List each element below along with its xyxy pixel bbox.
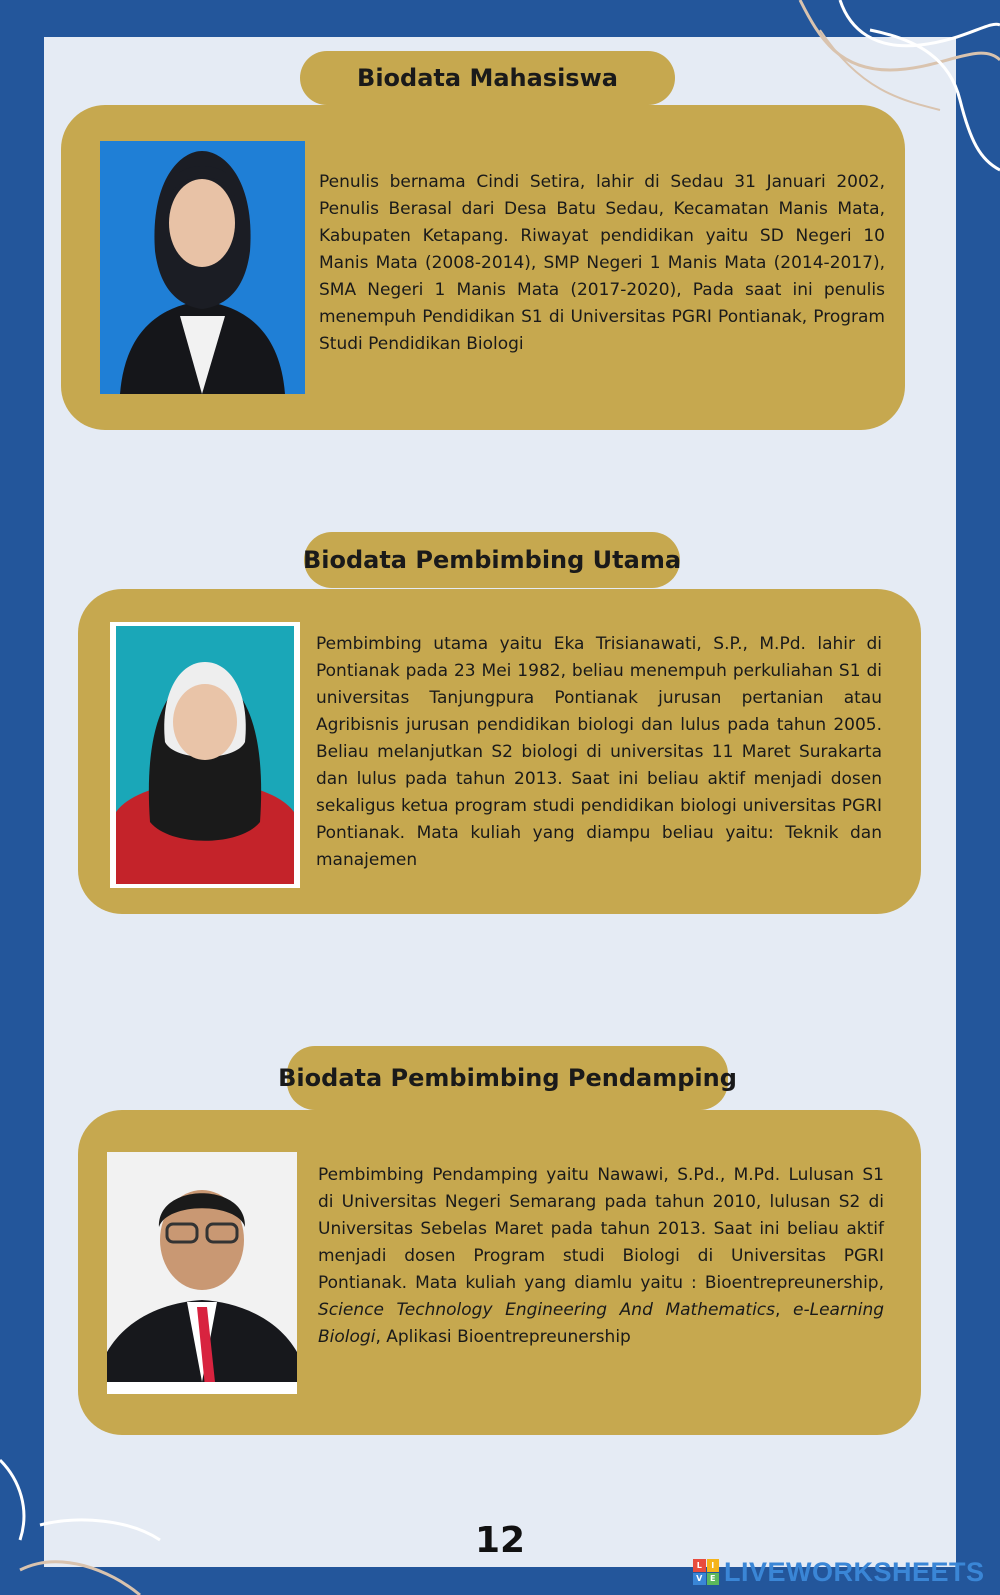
student-portrait-icon [100,141,305,394]
card-pembimbing-utama [78,589,921,914]
card-mahasiswa [61,105,905,430]
section-title-mahasiswa: Biodata Mahasiswa [300,51,675,105]
course-stem: Science Technology Engineering And Mathematics [318,1300,776,1320]
card-pembimbing-pendamping [78,1110,921,1435]
photo-pembimbing-pendamping [107,1152,297,1394]
watermark-text: LIVEWORKSHEETS [724,1556,985,1587]
bio-pembimbing-utama: Pembimbing utama yaitu Eka Trisianawati, S.P., M.Pd. lahir di Pontianak pada 23 Mei 1982, beliau menempuh perkuliahan S1 di universitas Tanjungpura Pontianak jurusan pertanian atau Agribisnis jurusan pendidikan biologi dan lulus pada tahun 2005. Beliau melanjutkan S2 biologi di universitas 11 Maret Surakarta dan lulus pada tahun 2013. Saat ini beliau aktif menjadi dosen sekaligus ketua program studi pendidikan biologi universitas PGRI Pontianak. Mata kuliah yang diampu beliau yaitu: Teknik dan manajemen [316,634,882,870]
separator: , [375,1327,387,1347]
co-supervisor-portrait-icon [107,1152,297,1394]
section-title-pembimbing-utama: Biodata Pembimbing Utama [304,532,680,588]
page-number: 12 [474,1520,526,1561]
separator: , [775,1300,794,1320]
bio-intro: Pembimbing Pendamping yaitu Nawawi, S.Pd., M.Pd. Lulusan S1 di Universitas Negeri Semarang pada tahun 2010, lulusan S2 di Universitas Sebelas Maret pada tahun 2013. Saat ini beliau aktif menjadi dosen Program studi Biologi di Universitas PGRI Pontianak. Mata kuliah yang diamlu yaitu : Bioentrepreunership, [318,1165,884,1293]
course-aplikasi: Aplikasi Bioentrepreunership [386,1327,631,1347]
bio-mahasiswa: Penulis bernama Cindi Setira, lahir di Sedau 31 Januari 2002, Penulis Berasal dari Desa Batu Sedau, Kecamatan Manis Mata, Kabupaten Ketapang. Riwayat pendidikan yaitu SD Negeri 10 Manis Mata (2008-2014), SMP Negeri 1 Manis Mata (2014-2017), SMA Negeri 1 Manis Mata (2017-2020), Pada saat ini penulis menempuh Pendidikan S1 di Universitas PGRI Pontianak, Program Studi Pendidikan Biologi [319,172,885,354]
photo-mahasiswa [100,141,305,394]
liveworksheets-watermark[interactable] [693,1554,985,1590]
bio-pembimbing-pendamping [318,1162,884,1351]
photo-pembimbing-utama [110,622,300,888]
course-elearning: e-Learning Biologi [318,1300,885,1347]
main-supervisor-portrait-icon [110,622,300,888]
liveworksheets-logo-icon: L I V E [693,1559,719,1585]
section-title-pembimbing-pendamping: Biodata Pembimbing Pendamping [287,1046,728,1110]
